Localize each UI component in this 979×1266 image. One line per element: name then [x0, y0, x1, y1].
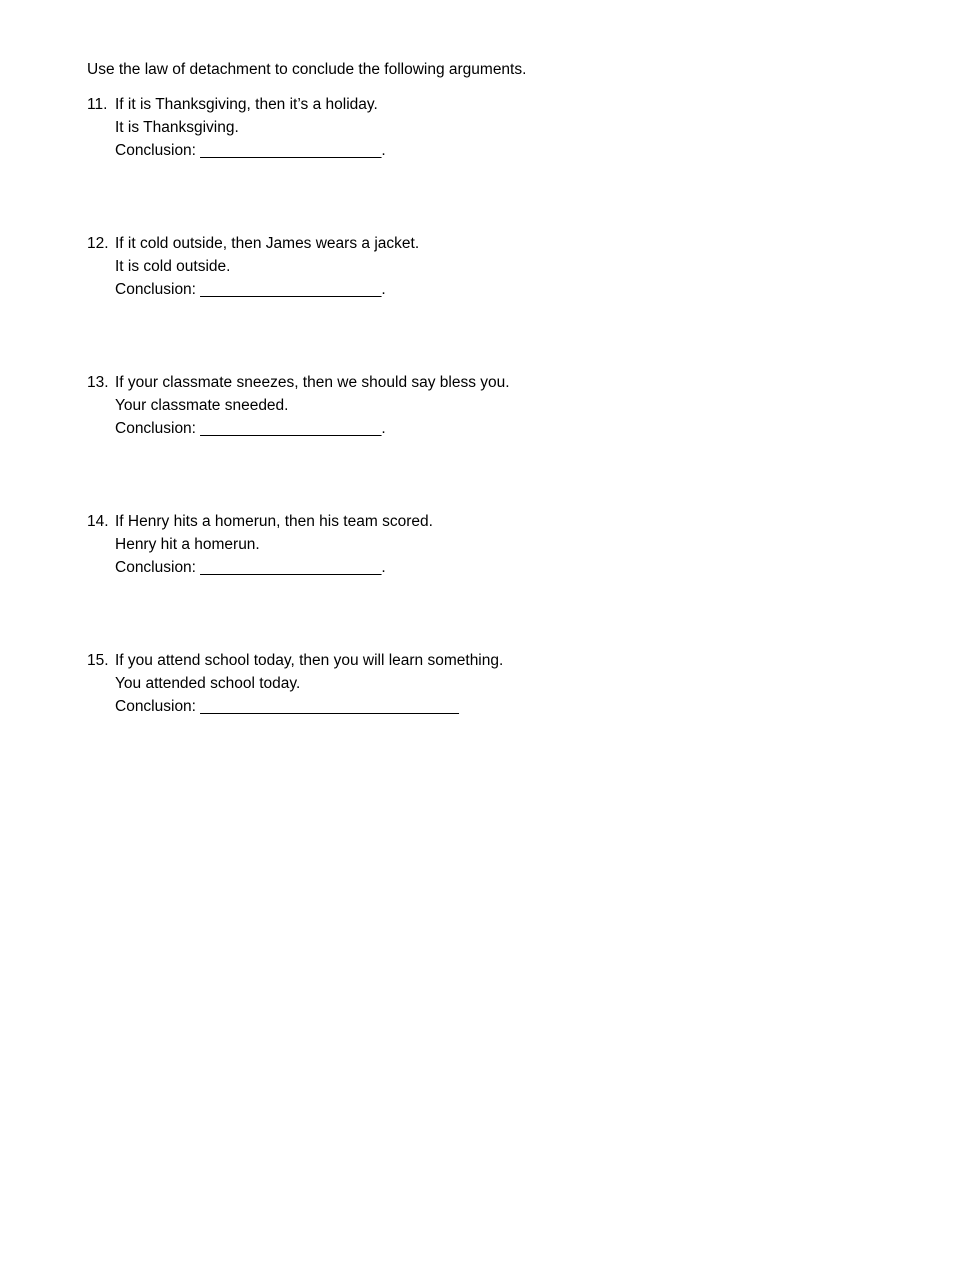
conclusion-blank: Conclusion: _____________________.	[115, 420, 386, 438]
premise-text: If it cold outside, then James wears a jacket.	[115, 235, 420, 252]
fact-text: It is Thanksgiving.	[115, 119, 239, 137]
problem-number: 12.	[87, 235, 109, 252]
conclusion-blank: Conclusion: _____________________.	[115, 281, 386, 299]
problem-number: 11.	[87, 96, 108, 113]
premise-text: If you attend school today, then you will learn something.	[115, 652, 504, 669]
problem-number: 13.	[87, 374, 109, 391]
instruction-text: Use the law of detachment to conclude the following arguments.	[87, 61, 527, 78]
fact-text: Your classmate sneeded.	[115, 397, 289, 415]
conclusion-blank: Conclusion: ______________________________	[115, 698, 459, 716]
conclusion-blank: Conclusion: _____________________.	[115, 142, 386, 160]
premise-text: If your classmate sneezes, then we should say bless you.	[115, 374, 510, 391]
problem-number: 14.	[87, 513, 109, 530]
premise-text: If it is Thanksgiving, then it’s a holiday.	[115, 96, 378, 113]
premise-text: If Henry hits a homerun, then his team scored.	[115, 513, 433, 530]
fact-text: Henry hit a homerun.	[115, 536, 260, 554]
fact-text: It is cold outside.	[115, 258, 231, 276]
problem-number: 15.	[87, 652, 109, 669]
fact-text: You attended school today.	[115, 675, 301, 693]
conclusion-blank: Conclusion: _____________________.	[115, 559, 386, 577]
